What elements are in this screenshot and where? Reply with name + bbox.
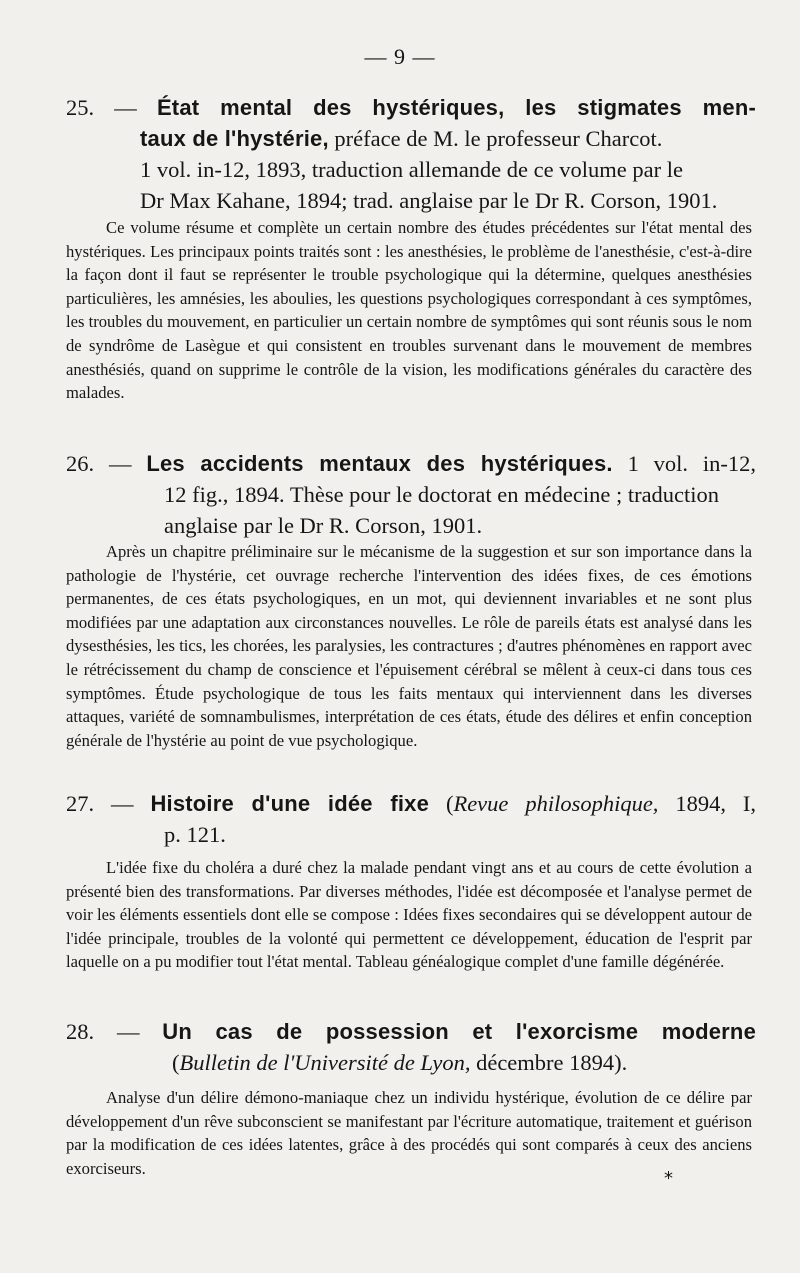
entry-28-summary: Analyse d'un délire démono-maniaque chez un individu hystérique, évolution de ce délire par développement d'un rêve subconscient se manifestant par l'écriture automatique, traitement et guérison par la modification de ces idées latentes, grâce à des procédés qui sont comparés à ceux des anciens exorciseurs. (66, 1088, 752, 1178)
entry-25-heading (66, 92, 756, 216)
entry-27-title: Histoire d'une idée fixe (150, 791, 430, 816)
entry-28-number: 28. (66, 1019, 95, 1044)
entry-25-number: 25. (66, 95, 95, 120)
entry-27-source: Revue philosophique, (453, 791, 659, 816)
entry-25-continuation (66, 123, 756, 216)
entry-27-details-1: 1894, I, (675, 791, 756, 816)
entry-25-line1: 25. — État mental des hystériques, les stigmates men- (66, 95, 756, 120)
entry-27-summary: L'idée fixe du choléra a duré chez la malade pendant vingt ans et au cours de cette évolution a présenté bien des transformations. Par diverses méthodes, l'idée est décomposée et l'analyse permet de voir les éléments essentiels dont elle se compose : Idées fixes secondaires qui se développent autour de l'idée principale, troubles de la volonté qui permettent ce développement, éducation de l'esprit par laquelle on a pu modifier tout l'état mental. Tableau généalogique complet d'une famille dégénérée. (66, 858, 752, 972)
entry-28-title: Un cas de possession et l'exorcisme moderne (162, 1019, 757, 1044)
entry-26-details-1: 1 vol. in-12, (627, 451, 757, 476)
entry-28-source: Bulletin de l'Université de Lyon, (179, 1050, 471, 1075)
entry-27-details-2: p. 121. (164, 822, 226, 847)
entry-25-title: État mental des hystériques, les stigmates men- (156, 95, 756, 120)
entry-25-details-1: préface de M. le professeur Charcot. (334, 126, 663, 151)
entry-28-heading (66, 1016, 756, 1078)
entry-28-details-1: décembre 1894). (476, 1050, 628, 1075)
end-asterisk: * (664, 1168, 673, 1189)
entry-25-title-cont: taux de l'hystérie, (140, 126, 329, 151)
entry-26-number: 26. (66, 451, 95, 476)
entry-28-continuation: (Bulletin de l'Université de Lyon, décembre 1894). (172, 1050, 628, 1075)
entry-26-continuation (66, 479, 756, 541)
entry-27-continuation (66, 819, 756, 850)
entry-26-heading (66, 448, 756, 541)
page-number: — 9 — (364, 44, 436, 69)
entry-27-number: 27. (66, 791, 95, 816)
entry-27-heading (66, 788, 756, 850)
entry-26-details-3: anglaise par le Dr R. Corson, 1901. (164, 513, 483, 538)
entry-26-title: Les accidents mentaux des hystériques. (146, 451, 613, 476)
entry-25-details-2: 1 vol. in-12, 1893, traduction allemande de ce volume par le (140, 157, 683, 182)
entry-26-details-2: 12 fig., 1894. Thèse pour le doctorat en médecine ; traduction (164, 482, 720, 507)
entry-26-line1: 26. — Les accidents mentaux des hystériques. 1 vol. in-12, (66, 451, 757, 476)
entry-27-line1: 27. — Histoire d'une idée fixe (Revue philosophique, 1894, I, (66, 791, 756, 816)
entry-26-summary: Après un chapitre préliminaire sur le mécanisme de la suggestion et sur son importance dans la pathologie de l'hystérie, cet ouvrage recherche l'intervention des idées fixes, de ces émotions permanentes, de ces états psychologiques, en un mot, qui deviennent invariables et ne sont plus modifiées par une adaptation aux circonstances nouvelles. Le rôle de pareils états est analysé dans les dysesthésies, les tics, les chorées, les paralysies, les contractures ; d'autres phénomènes en rapport avec le rétrécissement du champ de conscience et l'épuisement cérébral se mêlent à ceux-ci dans tous ces symptômes. Étude psychologique de tous les faits mentaux qui interviennent dans les diverses attaques, variété de somnambulismes, interprétation de ces états, étude des délires et enfin conception générale de l'hystérie au point de vue psychologique. (66, 542, 752, 750)
entry-25-summary: Ce volume résume et complète un certain nombre des études précédentes sur l'état mental des hystériques. Les principaux points traités sont : les anesthésies, le problème de l'anesthésie, c'est-à-dire la façon dont il faut se représenter le trouble psychologique qui la détermine, quelques anesthésies particulières, les amnésies, les aboulies, les questions psychologiques correspondant à ces symptômes, les troubles du mouvement, en particulier un certain nombre de symptômes qui sont réunis sous le nom de syndrôme de Lasègue et qui consistent en troubles survenant dans le mouvement de membres anesthésiés, quand on supprime le contrôle de la vision, les modifications générales du caractère des malades. (66, 218, 752, 403)
entry-25-details-3: Dr Max Kahane, 1894; trad. anglaise par le Dr R. Corson, 1901. (140, 188, 718, 213)
entry-28-line1: 28. — Un cas de possession et l'exorcisme moderne (66, 1019, 757, 1044)
